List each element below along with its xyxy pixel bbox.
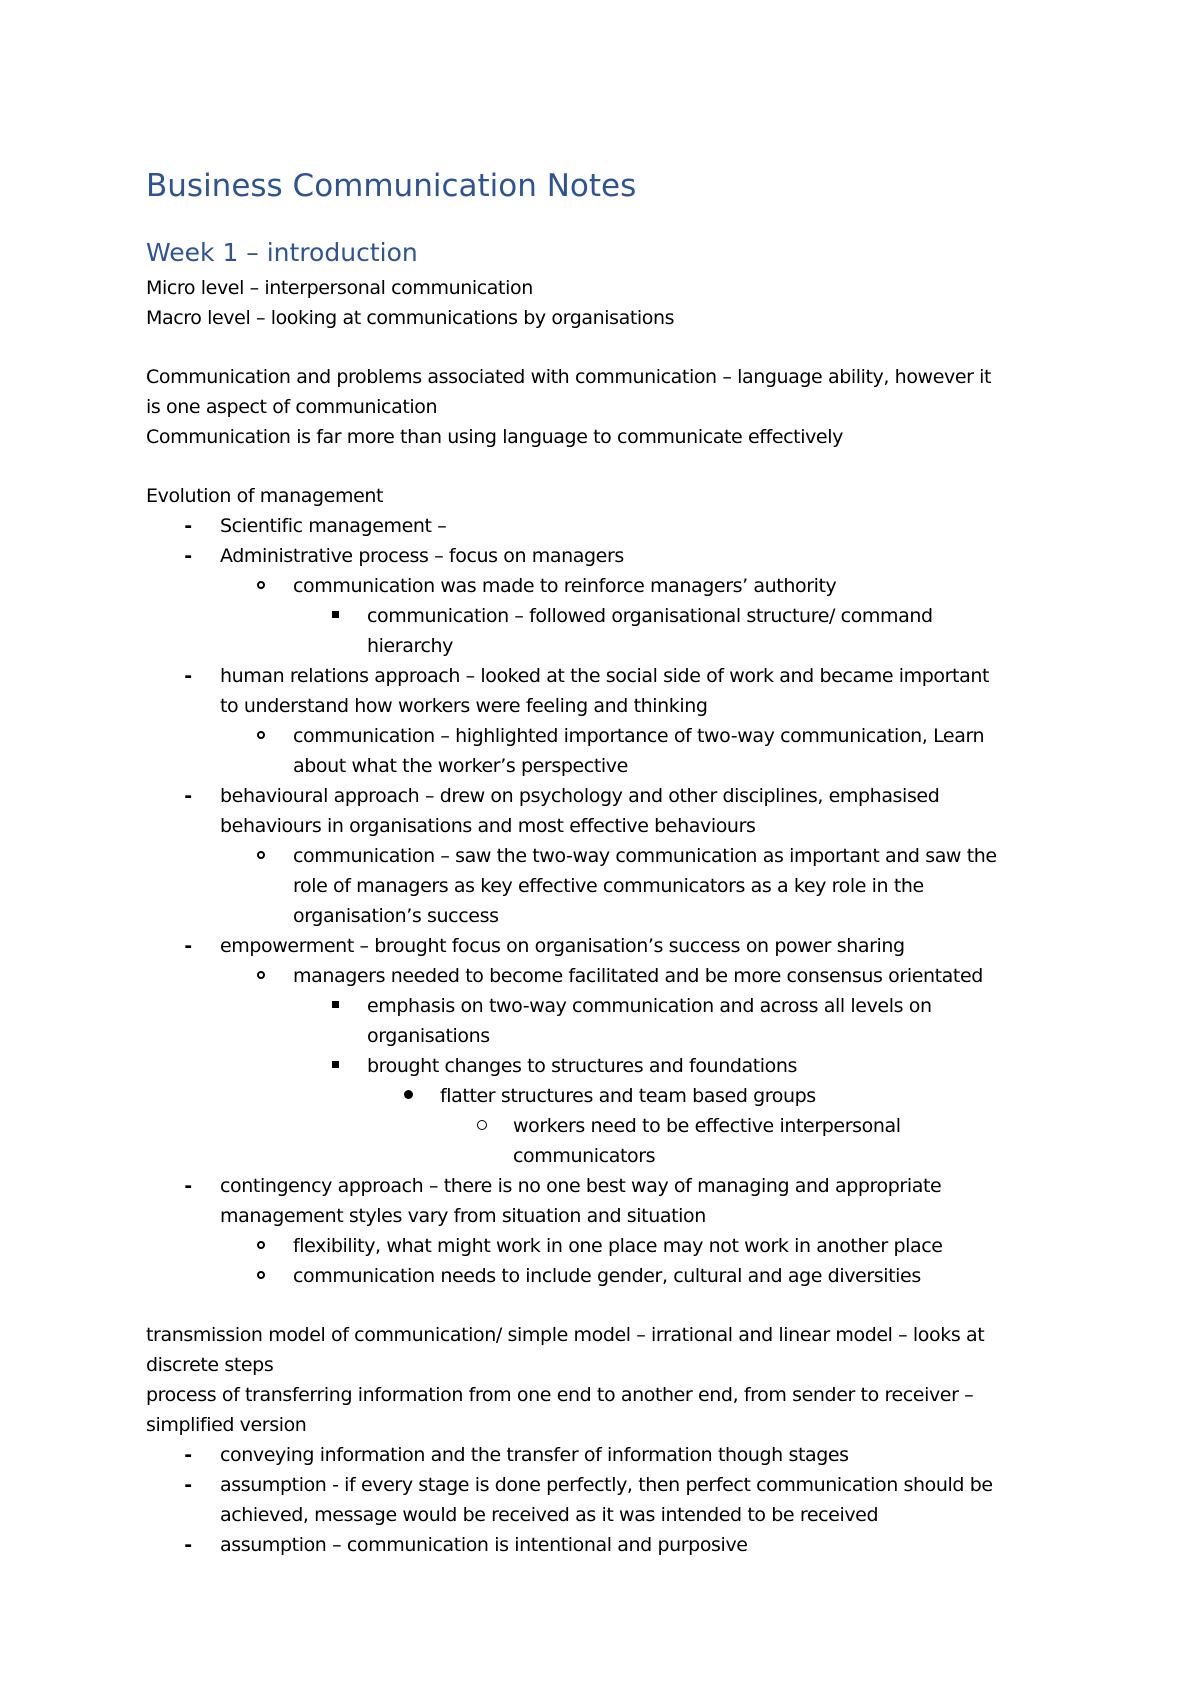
line-text: about what the worker’s perspective	[293, 755, 628, 777]
paragraph-line	[146, 422, 1086, 452]
list-item	[146, 511, 1086, 541]
line-text: behavioural approach – drew on psychology and other disciplines, emphasised	[220, 785, 940, 807]
list-item	[146, 721, 1086, 751]
line-text: discrete steps	[146, 1354, 274, 1376]
line-text: is one aspect of communication	[146, 396, 438, 418]
line-text: brought changes to structures and foundations	[367, 1055, 798, 1077]
paragraph-line	[146, 303, 1086, 333]
line-text: Evolution of management	[146, 485, 384, 507]
circle-bullet-icon	[251, 1261, 271, 1291]
paragraph-line	[146, 392, 1086, 422]
line-text: contingency approach – there is no one best way of managing and appropriate	[220, 1175, 942, 1197]
list-item-continuation	[146, 1201, 1086, 1231]
line-text: assumption - if every stage is done perfectly, then perfect communication should be	[220, 1474, 993, 1496]
list-item-continuation	[146, 901, 1086, 931]
list-item	[146, 541, 1086, 571]
blank-line	[146, 452, 1086, 481]
line-text: Communication and problems associated with communication – language ability, however it	[146, 366, 992, 388]
line-text: Micro level – interpersonal communication	[146, 277, 533, 299]
line-text: to understand how workers were feeling and thinking	[220, 695, 708, 717]
circle-bullet-icon	[251, 961, 271, 991]
list-item	[146, 931, 1086, 961]
line-text: conveying information and the transfer of information though stages	[220, 1444, 849, 1466]
section-heading: Week 1 – introduction	[146, 238, 418, 267]
line-text: Macro level – looking at communications by organisations	[146, 307, 675, 329]
paragraph-line	[146, 273, 1086, 303]
circle-bullet-icon	[251, 1231, 271, 1261]
line-text: emphasis on two-way communication and across all levels on	[367, 995, 932, 1017]
square-bullet-icon	[325, 1051, 345, 1081]
line-text: hierarchy	[367, 635, 453, 657]
document-page	[146, 0, 1086, 1698]
line-text: workers need to be effective interpersonal	[513, 1115, 901, 1137]
list-item	[146, 1440, 1086, 1470]
dash-bullet-icon: -	[184, 935, 192, 957]
list-item	[146, 991, 1086, 1021]
paragraph-line	[146, 362, 1086, 392]
list-item	[146, 961, 1086, 991]
line-text: empowerment – brought focus on organisation’s success on power sharing	[220, 935, 905, 957]
list-item	[146, 1111, 1086, 1141]
dash-bullet-icon: -	[184, 1175, 192, 1197]
document-title: Business Communication Notes	[146, 168, 637, 204]
list-item-continuation	[146, 1021, 1086, 1051]
list-item	[146, 1171, 1086, 1201]
line-text: communication – followed organisational structure/ command	[367, 605, 933, 627]
list-item-continuation	[146, 631, 1086, 661]
document-body	[146, 273, 1086, 1560]
list-item	[146, 1051, 1086, 1081]
line-text: managers needed to become facilitated and be more consensus orientated	[293, 965, 983, 987]
line-text: management styles vary from situation and situation	[220, 1205, 706, 1227]
line-text: assumption – communication is intentional and purposive	[220, 1534, 748, 1556]
list-item	[146, 841, 1086, 871]
list-item	[146, 661, 1086, 691]
line-text: transmission model of communication/ simple model – irrational and linear model – looks at	[146, 1324, 985, 1346]
square-bullet-icon	[325, 991, 345, 1021]
list-item	[146, 781, 1086, 811]
circle-bullet-icon	[251, 841, 271, 871]
list-item-continuation	[146, 691, 1086, 721]
line-text: organisations	[367, 1025, 490, 1047]
dash-bullet-icon: -	[184, 1444, 192, 1466]
list-item	[146, 1261, 1086, 1291]
paragraph-line	[146, 1320, 1086, 1350]
dot-bullet-icon	[398, 1081, 418, 1111]
list-item	[146, 1081, 1086, 1111]
paragraph-line	[146, 1410, 1086, 1440]
list-item	[146, 571, 1086, 601]
line-text: simplified version	[146, 1414, 307, 1436]
circle-bullet-icon	[251, 721, 271, 751]
line-text: Administrative process – focus on managers	[220, 545, 624, 567]
dash-bullet-icon: -	[184, 1474, 192, 1496]
list-item	[146, 601, 1086, 631]
dash-bullet-icon: -	[184, 665, 192, 687]
line-text: flatter structures and team based groups	[440, 1085, 816, 1107]
blank-line	[146, 333, 1086, 362]
paragraph-line	[146, 481, 1086, 511]
list-item-continuation	[146, 751, 1086, 781]
line-text: communicators	[513, 1145, 656, 1167]
square-bullet-icon	[325, 601, 345, 631]
paragraph-line	[146, 1380, 1086, 1410]
paragraph-line	[146, 1350, 1086, 1380]
list-item	[146, 1231, 1086, 1261]
line-text: human relations approach – looked at the social side of work and became important	[220, 665, 990, 687]
line-text: Scientific management –	[220, 515, 447, 537]
line-text: communication needs to include gender, cultural and age diversities	[293, 1265, 921, 1287]
list-item-continuation	[146, 811, 1086, 841]
line-text: process of transferring information from one end to another end, from sender to receiver –	[146, 1384, 974, 1406]
list-item	[146, 1530, 1086, 1560]
dash-bullet-icon: -	[184, 515, 192, 537]
list-item-continuation	[146, 1500, 1086, 1530]
line-text: flexibility, what might work in one place may not work in another place	[293, 1235, 943, 1257]
line-text: communication – highlighted importance of two-way communication, Learn	[293, 725, 985, 747]
list-item-continuation	[146, 871, 1086, 901]
list-item-continuation	[146, 1141, 1086, 1171]
line-text: achieved, message would be received as it was intended to be received	[220, 1504, 879, 1526]
line-text: communication – saw the two-way communication as important and saw the	[293, 845, 997, 867]
circle-bullet-icon	[472, 1111, 492, 1141]
line-text: Communication is far more than using language to communicate effectively	[146, 426, 843, 448]
line-text: behaviours in organisations and most effective behaviours	[220, 815, 756, 837]
dash-bullet-icon: -	[184, 1534, 192, 1556]
line-text: role of managers as key effective communicators as a key role in the	[293, 875, 924, 897]
dash-bullet-icon: -	[184, 785, 192, 807]
blank-line	[146, 1291, 1086, 1320]
circle-bullet-icon	[251, 571, 271, 601]
line-text: organisation’s success	[293, 905, 499, 927]
dash-bullet-icon: -	[184, 545, 192, 567]
list-item	[146, 1470, 1086, 1500]
line-text: communication was made to reinforce managers’ authority	[293, 575, 837, 597]
